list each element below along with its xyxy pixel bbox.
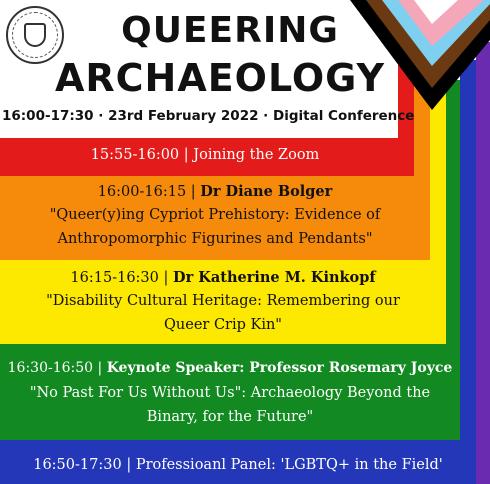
row-4-separator: | [97, 360, 103, 376]
row-2-time: 16:00-16:15 [97, 184, 187, 200]
row-1-separator: | [183, 147, 189, 163]
row-3-talk-line-1: "Disability Cultural Heritage: Remembering our [46, 293, 400, 309]
row-4-speaker: Keynote Speaker: Professor Rosemary Joyce [106, 360, 453, 376]
row-2-talk-line-1: "Queer(y)ing Cypriot Prehistory: Evidence of [49, 207, 381, 223]
row-3-speaker: Dr Katherine M. Kinkopf [173, 269, 376, 286]
row-1-title: Joining the Zoom [193, 147, 320, 163]
green-band-side [446, 80, 460, 348]
schedule-row-5 [0, 457, 476, 473]
row-1-time: 15:55-16:00 [90, 147, 180, 163]
row-2-talk-line-2: Anthropomorphic Figurines and Pendants" [57, 231, 373, 247]
row-5-separator: | [126, 457, 132, 473]
row-5-title: Professioanl Panel: 'LGBTQ+ in the Field' [135, 457, 443, 473]
schedule-row-3 [0, 269, 446, 286]
schedule-row-1 [0, 147, 410, 163]
row-4-talk-line-2: Binary, for the Future" [146, 409, 314, 425]
event-subtitle: 16:00-17:30 · 23rd February 2022 · Digital Conference [2, 108, 415, 124]
row-4-talk-line-1: "No Past For Us Without Us": Archaeology Beyond the [29, 385, 431, 401]
schedule-row-4 [0, 360, 460, 376]
row-3-separator: | [163, 270, 169, 286]
row-5-time: 16:50-17:30 [33, 457, 122, 473]
title-line-1: QUEERING [121, 10, 339, 51]
row-3-time: 16:15-16:30 [70, 270, 159, 286]
schedule-row-2 [0, 183, 430, 200]
row-2-separator: | [190, 184, 196, 200]
row-3-talk-line-2: Queer Crip Kin" [164, 317, 282, 333]
title-line-2: ARCHAEOLOGY [54, 56, 386, 100]
row-4-time: 16:30-16:50 [7, 360, 94, 376]
row-2-speaker: Dr Diane Bolger [200, 183, 333, 200]
